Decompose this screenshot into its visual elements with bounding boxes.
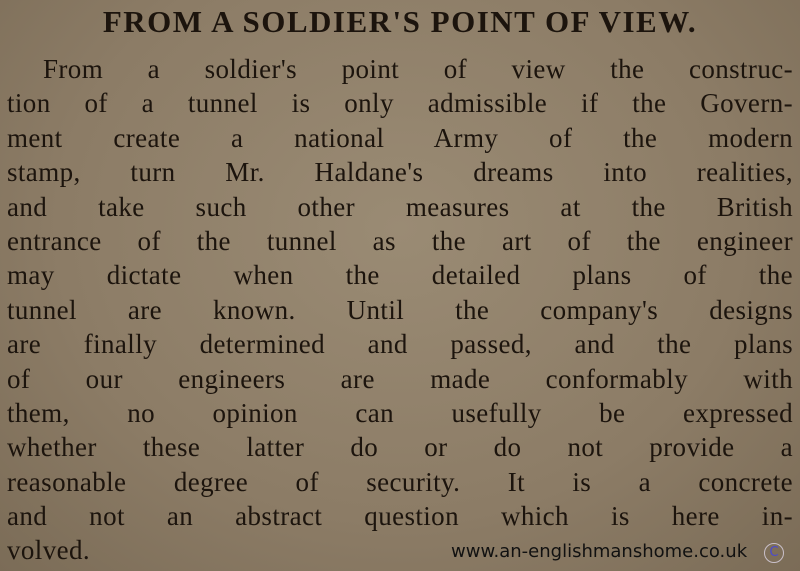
text-line: and not an abstract question which is here in- [7,501,793,532]
text-line: entrance of the tunnel as the art of the engineer [7,225,793,256]
headline: FROM A SOLDIER'S POINT OF VIEW. [102,4,698,39]
watermark: www.an-englishmanshome.co.uk [451,541,748,562]
text-line: From a soldier's point of view the construc- [43,54,793,84]
text-line: stamp, turn Mr. Haldane's dreams into realities, [7,157,793,188]
text-line: and take such other measures at the British [7,191,793,222]
text-line: may dictate when the detailed plans of the [7,260,793,291]
article-body [7,52,793,568]
text-line: reasonable degree of security. It is a concrete [7,466,793,497]
text-line: whether these latter do or do not provide a [7,432,793,463]
text-line: volved. [7,535,91,566]
text-line: ment create a national Army of the modern [7,122,793,153]
copyright-icon: C [764,543,784,563]
text-line: tunnel are known. Until the company's designs [7,294,793,325]
text-line: of our engineers are made conformably with [7,363,793,394]
text-line: them, no opinion can usefully be expressed [7,397,793,428]
text-line: tion of a tunnel is only admissible if the Govern- [7,88,793,119]
text-line: are finally determined and passed, and the plans [7,329,793,360]
